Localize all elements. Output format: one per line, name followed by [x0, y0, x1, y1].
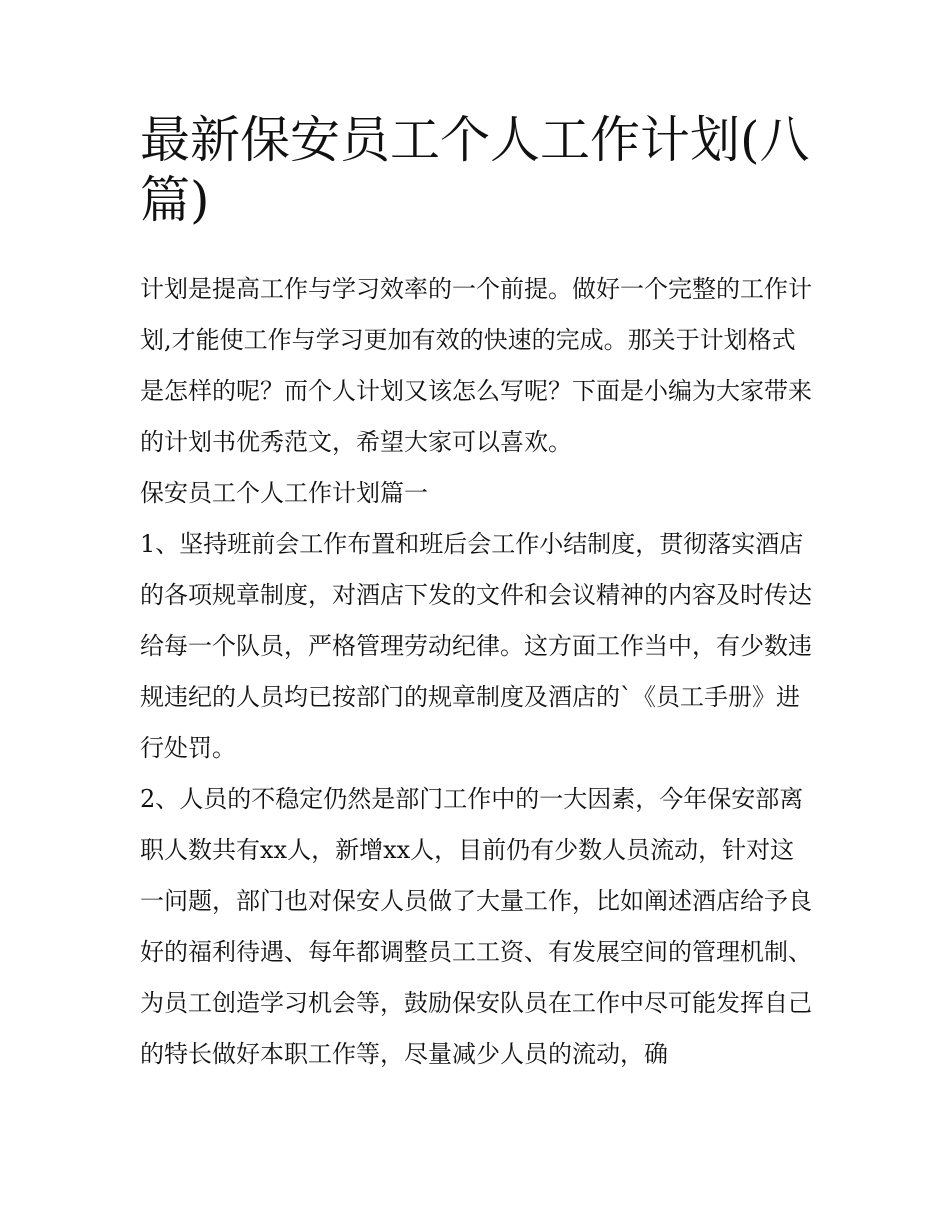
intro-paragraph: 计划是提高工作与学习效率的一个前提。做好一个完整的工作计划,才能使工作与学习更加有效的快速的完成。那关于计划格式是怎样的呢？而个人计划又该怎么写呢？下面是小编为大家带来的计划书优秀范文，希望大家可以喜欢。 [140, 275, 812, 456]
body-paragraph-2: 2、人员的不稳定仍然是部门工作中的一大因素，今年保安部离职人数共有xx人，新增xx人，目前仍有少数人员流动，针对这一问题，部门也对保安人员做了大量工作，比如阐述酒店给予良好的福利待遇、每年都调整员工工资、有发展空间的管理机制、为员工创造学习机会等，鼓励保安队员在工作中尽可能发挥自己的特长做好本职工作等，尽量减少人员的流动，确 [140, 785, 812, 1068]
document-body [140, 110, 815, 1080]
section-heading: 保安员工个人工作计划篇一 [140, 479, 428, 507]
document-title: 最新保安员工个人工作计划(八篇) [140, 111, 810, 229]
body-paragraph-1: 1、坚持班前会工作布置和班后会工作小结制度，贯彻落实酒店的各项规章制度，对酒店下发的文件和会议精神的内容及时传达给每一个队员，严格管理劳动纪律。这方面工作当中，有少数违规违纪的人员均已按部门的规章制度及酒店的`《员工手册》进行处罚。 [140, 530, 812, 762]
